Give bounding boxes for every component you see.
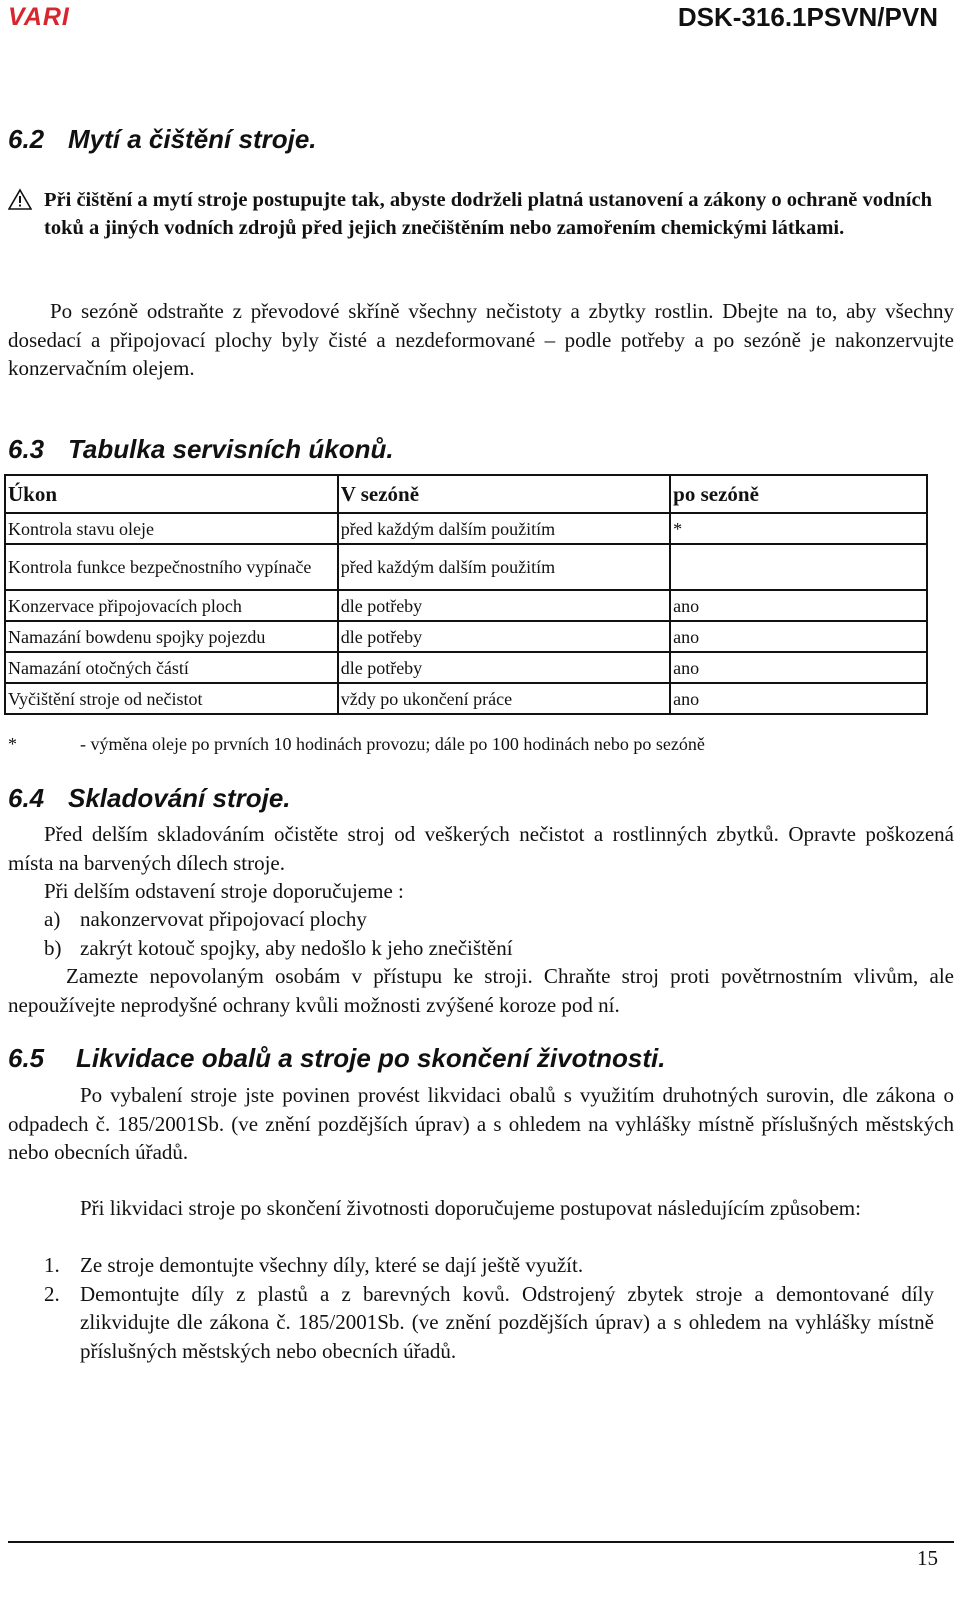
table-cell	[670, 544, 927, 590]
list-item	[44, 934, 954, 963]
paragraph-text: Po sezóně odstraňte z převodové skříně všechny nečistoty a zbytky rostlin. Dbejte na to, aby všechny dosedací a připojovací plochy byly čisté a nezdeformované – podle potřeby a po sezóně je nakonzervujte konzervačním olejem.	[8, 299, 954, 381]
list-item	[44, 1280, 934, 1366]
paragraph	[8, 962, 954, 1019]
table-header-row	[5, 475, 927, 513]
paragraph	[8, 820, 954, 877]
list-item-text: Demontujte díly z plastů a z barevných kovů. Odstrojený zbytek stroje a demontované díly zlikvidujte dle zákona č. 185/2001Sb. (ve znění pozdějších úprav) a s ohledem na vyhlášky místně příslušných městských nebo obecních úřadů.	[80, 1281, 934, 1363]
column-header: V sezóně	[338, 475, 670, 513]
section-number: 6.2	[8, 124, 45, 154]
paragraph: Při delším odstavení stroje doporučujeme :	[44, 879, 404, 903]
table-row	[5, 621, 927, 652]
table-cell: ano	[670, 652, 927, 683]
document-code: DSK-316.1PSVN/PVN	[677, 2, 938, 32]
table-row	[5, 513, 927, 544]
table-cell: ano	[670, 683, 927, 714]
vari-logo	[8, 4, 134, 28]
table-cell: ano	[670, 621, 927, 652]
paragraph	[8, 297, 954, 383]
list-item-text: Ze stroje demontujte všechny díly, které se dají ještě využít.	[80, 1253, 584, 1277]
table-footnote	[8, 734, 705, 755]
table-row	[5, 652, 927, 683]
table-row	[5, 683, 927, 714]
table-cell: dle potřeby	[338, 652, 670, 683]
list-item	[44, 1251, 934, 1280]
column-header: po sezóně	[670, 475, 927, 513]
table-cell: ano	[670, 590, 927, 621]
section-title: Likvidace obalů a stroje po skončení životnosti.	[76, 1043, 666, 1073]
list-item	[44, 905, 954, 934]
paragraph	[8, 1081, 954, 1167]
warning-text: Při čištění a mytí stroje postupujte tak, abyste dodrželi platná ustanovení a zákony o ochraně vodních toků a jiných vodních zdrojů před jejich znečištěním nebo zamořením chemickými látkami.	[44, 189, 932, 239]
table-cell: před každým dalším použitím	[338, 513, 670, 544]
paragraph-text: Zamezte nepovolaným osobám v přístupu ke stroji. Chraňte stroj proti povětrnostním vlivům, ale nepoužívejte neprodyšné ochrany kvůli možnosti zvýšené koroze pod ní.	[8, 964, 954, 1017]
table-cell: Namazání otočných částí	[5, 652, 338, 683]
table-row	[5, 544, 927, 590]
footnote-text: - výměna oleje po prvních 10 hodinách provozu; dále po 100 hodinách nebo po sezóně	[80, 734, 705, 754]
column-header: Úkon	[5, 475, 338, 513]
table-cell: Konzervace připojovacích ploch	[5, 590, 338, 621]
table-cell: vždy po ukončení práce	[338, 683, 670, 714]
table-cell: Vyčištění stroje od nečistot	[5, 683, 338, 714]
table-cell: dle potřeby	[338, 621, 670, 652]
section-number: 6.4	[8, 783, 45, 813]
service-table	[4, 474, 928, 715]
paragraph	[8, 1194, 954, 1223]
section-6-2-heading	[8, 124, 317, 155]
section-number: 6.5	[8, 1043, 45, 1073]
section-6-3-heading	[8, 434, 394, 465]
section-title: Skladování stroje.	[68, 783, 291, 813]
section-6-5-heading	[8, 1043, 665, 1074]
section-title: Mytí a čištění stroje.	[68, 124, 317, 154]
table-cell: před každým dalším použitím	[338, 544, 670, 590]
list-marker: b)	[44, 935, 62, 960]
table-row	[5, 590, 927, 621]
paragraph-text: Po vybalení stroje jste povinen provést likvidaci obalů s využitím druhotných surovin, dle zákona o odpadech č. 185/2001Sb. (ve znění pozdějších úprav) a s ohledem na vyhlášky místně příslušných městských nebo obecních úřadů.	[8, 1083, 954, 1165]
paragraph-text: Před delším skladováním očistěte stroj od veškerých nečistot a rostlinných zbytků. Opravte poškozená místa na barvených dílech stroje.	[8, 822, 954, 875]
table-cell: Namazání bowdenu spojky pojezdu	[5, 621, 338, 652]
storage-list	[44, 905, 954, 962]
list-marker: a)	[44, 907, 61, 931]
table-cell: Kontrola stavu oleje	[5, 513, 338, 544]
disposal-list	[44, 1251, 934, 1365]
list-item-text: nakonzervovat připojovací plochy	[80, 907, 367, 931]
section-6-4-heading	[8, 783, 291, 814]
section-number: 6.3	[8, 434, 45, 464]
table-cell: *	[670, 513, 927, 544]
list-marker: 1.	[44, 1253, 60, 1277]
table-cell: dle potřeby	[338, 590, 670, 621]
section-title: Tabulka servisních úkonů.	[68, 434, 394, 464]
list-item-text: zakrýt kotouč spojky, aby nedošlo k jeho znečištění	[80, 935, 513, 960]
svg-text:VARI: VARI	[8, 4, 70, 28]
list-marker: 2.	[44, 1281, 60, 1306]
page-number: 15	[917, 1546, 938, 1570]
warning-triangle-icon	[8, 188, 32, 210]
footnote-mark: *	[8, 734, 17, 754]
table-cell: Kontrola funkce bezpečnostního vypínače	[5, 544, 338, 590]
paragraph-text: Při likvidaci stroje po skončení životnosti doporučujeme postupovat následujícím způsobem:	[80, 1196, 861, 1220]
footer-divider	[8, 1541, 954, 1543]
